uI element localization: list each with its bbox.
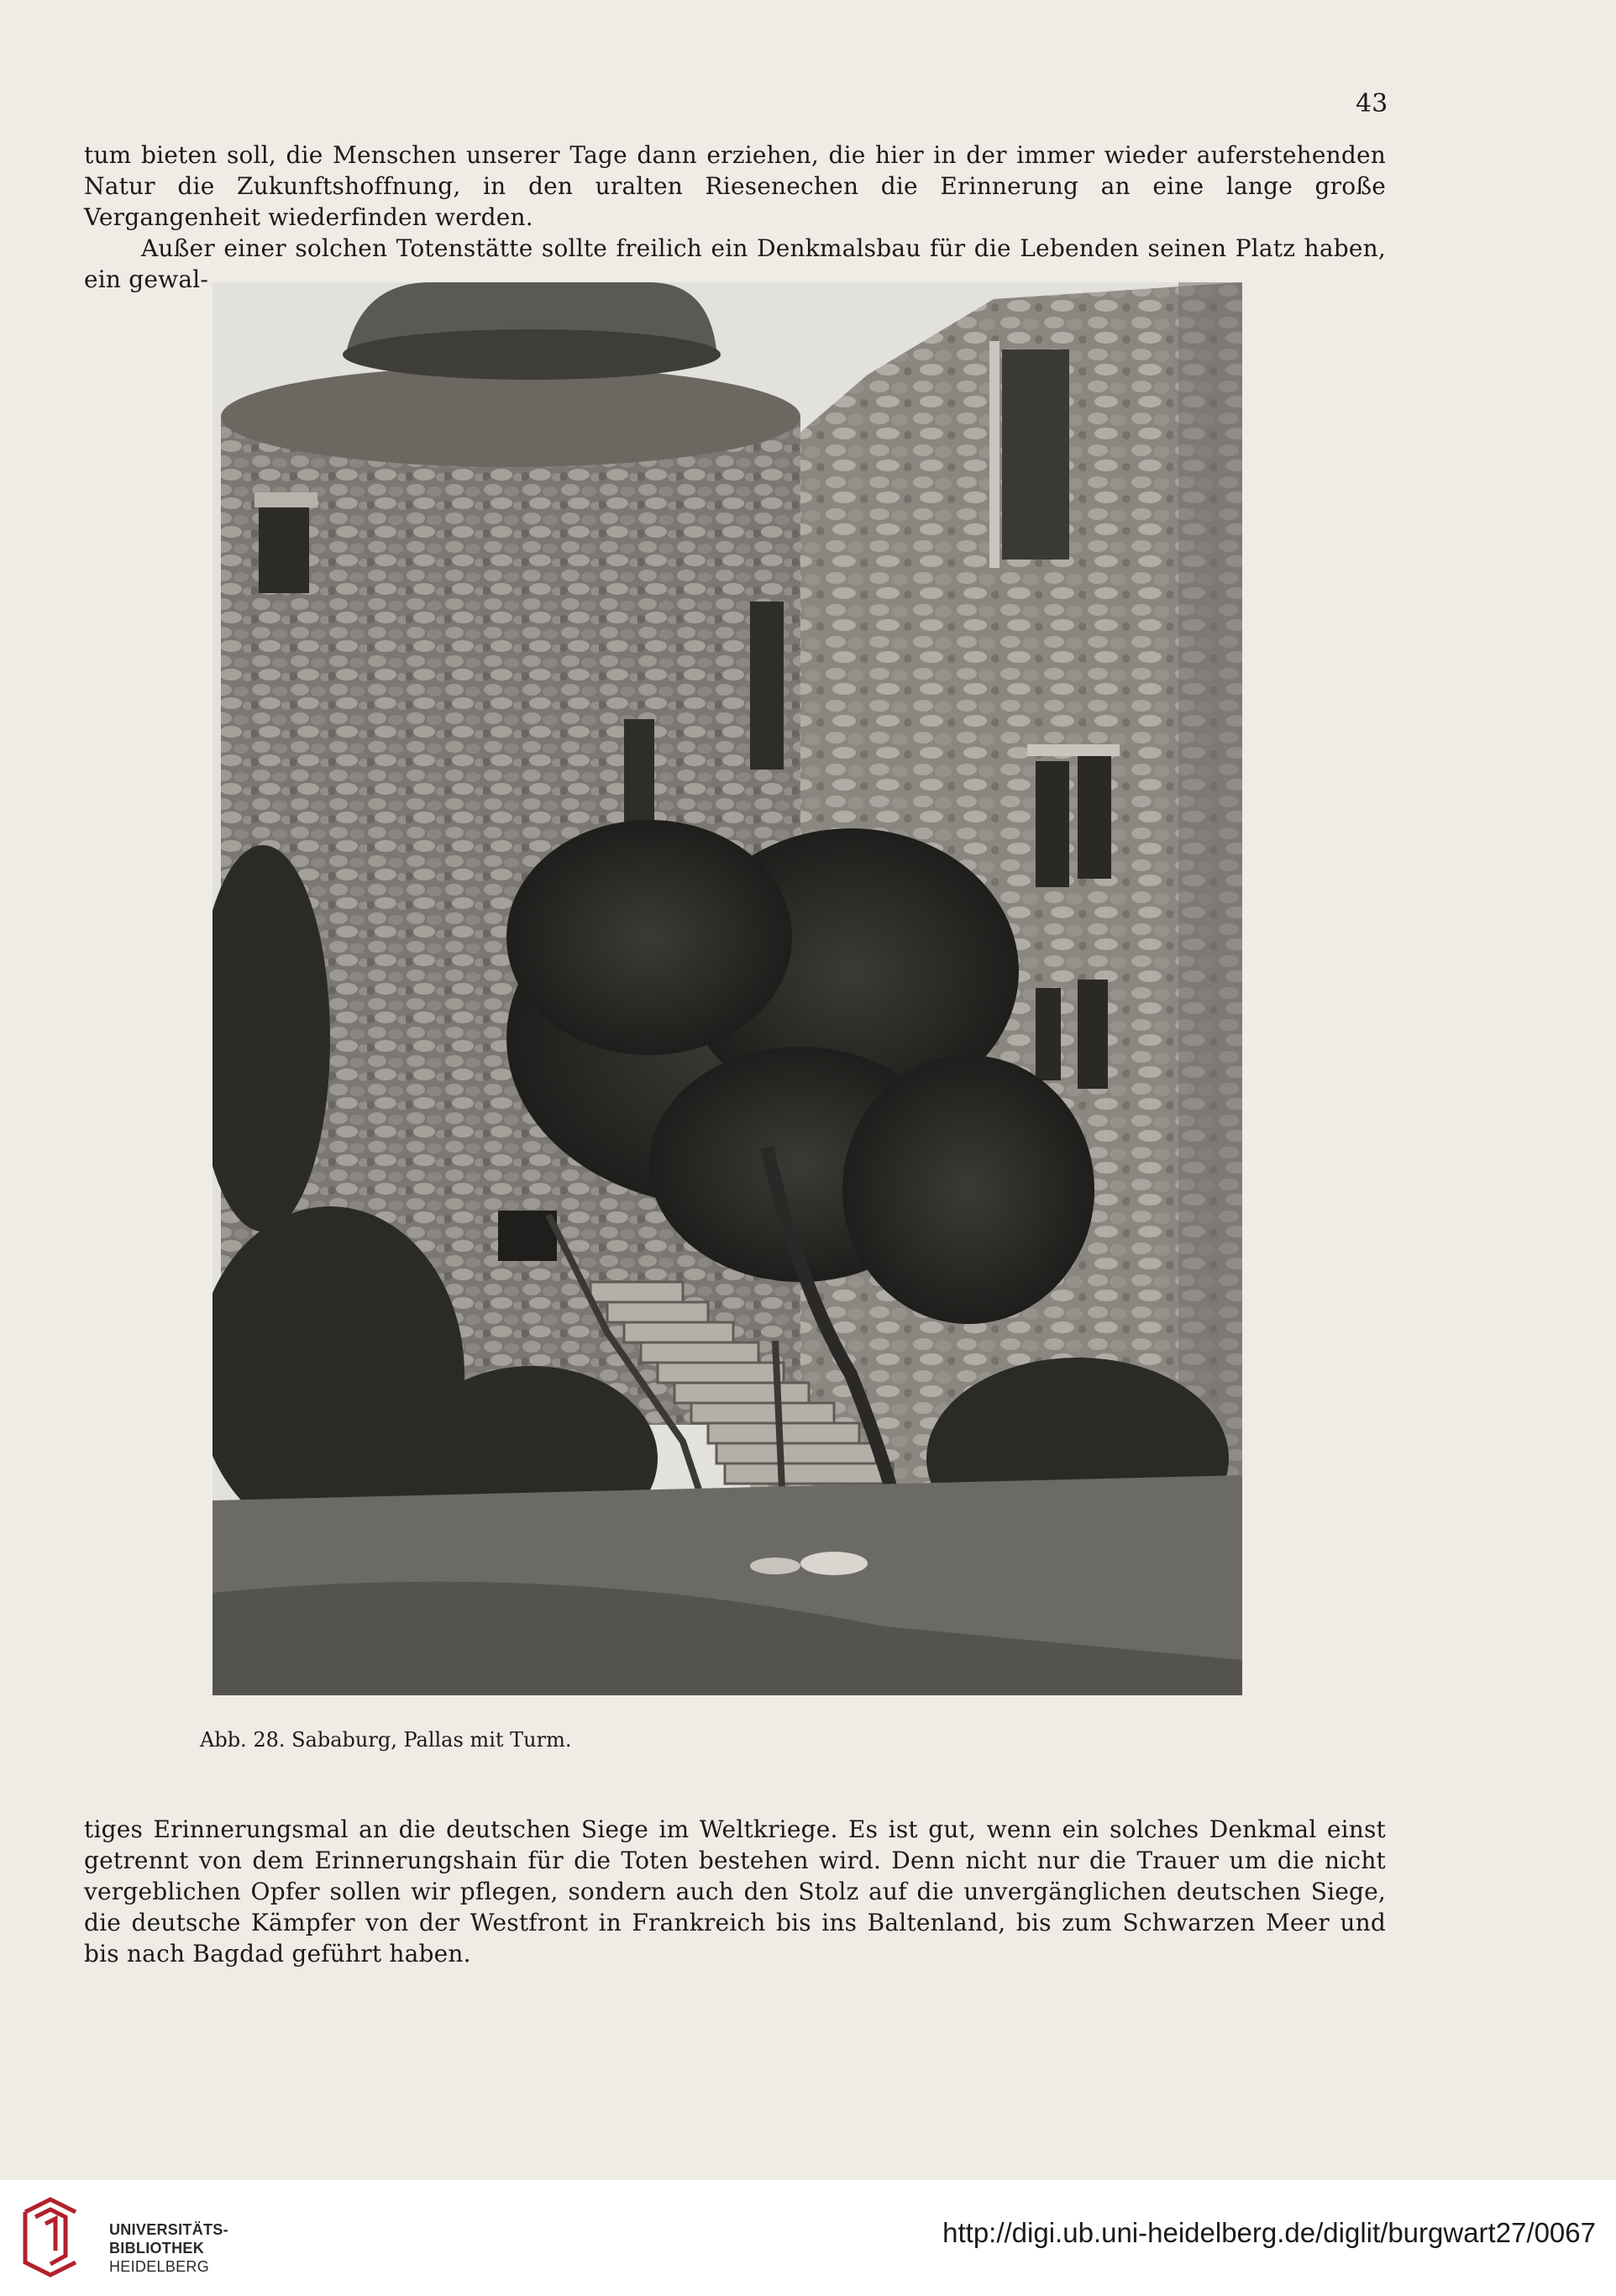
source-url-link[interactable]: http://digi.ub.uni-heidelberg.de/diglit/burgwart27/0067 [942,2217,1596,2248]
castle-photograph [212,282,1242,1695]
paragraph: Außer einer solchen Totenstätte sollte freilich ein Denkmalsbau für die Lebenden seinen Platz haben, ein gewal- [84,234,1386,293]
library-logo-icon [17,2195,92,2279]
library-footer [0,2180,1616,2296]
body-text-bottom [84,1814,1386,1969]
library-name [109,2220,228,2276]
library-logo[interactable] [17,2195,228,2279]
figure-caption: Abb. 28. Sababurg, Pallas mit Turm. [200,1728,572,1752]
page-number: 43 [1356,89,1388,118]
castle-tower-photo-illustration [212,282,1242,1695]
library-name-line2: BIBLIOTHEK [109,2240,204,2257]
paragraph: tiges Erinnerungsmal an die deutschen Siege im Weltkriege. Es ist gut, wenn ein solches Denkmal einst getrennt von dem Erinnerungshain für die Toten bestehen wird. Denn nicht nur die Trauer um die nicht vergeblichen Opfer sollen wir pflegen, sondern auch den Stolz auf die unvergänglichen deutschen Siege, die deutsche Kämpfer von der Westfront in Frankreich bis ins Baltenland, bis zum Schwarzen Meer und bis nach Bagdad geführt haben. [84,1815,1386,1968]
body-text-top [84,139,1386,295]
library-name-line1: UNIVERSITÄTS- [109,2221,228,2238]
paragraph: tum bieten soll, die Menschen unserer Tage dann erziehen, die hier in der immer wieder auferstehenden Natur die Zukunftshoffnung, in den uralten Riesenechen die Erinnerung an eine lange große Vergangenheit wiederfinden werden. [84,141,1386,231]
library-name-line3: HEIDELBERG [109,2258,210,2275]
